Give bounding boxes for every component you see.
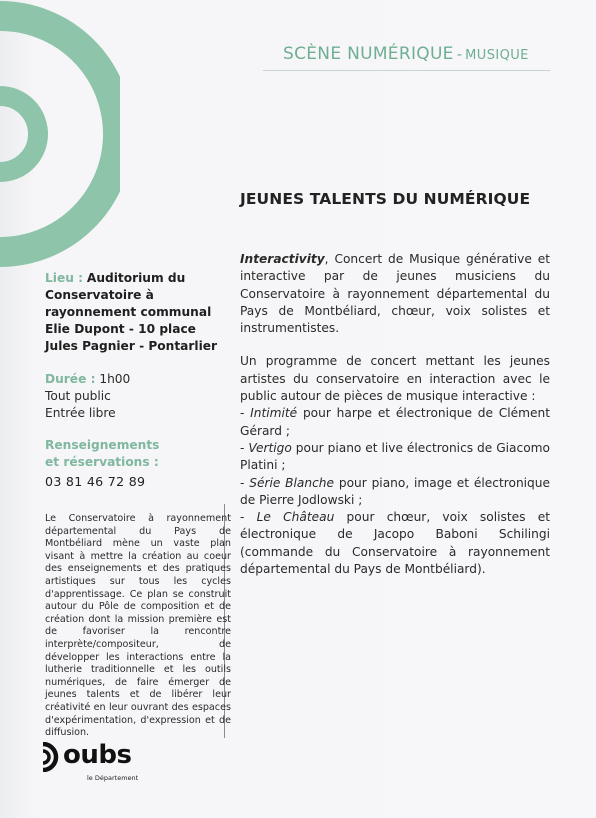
intro-paragraph <box>240 251 550 337</box>
booking-info <box>45 437 220 490</box>
phone-number: 03 81 46 72 89 <box>45 474 146 489</box>
duration-info <box>45 371 220 422</box>
work-details: pour harpe et électronique de Clément Gérard ; <box>240 406 550 438</box>
doubs-logo <box>41 740 139 782</box>
work-details: pour piano et live électronics de Giacomo Platini ; <box>240 440 550 473</box>
work-title: Le Château <box>256 510 335 525</box>
audience-text: Tout public <box>45 389 111 403</box>
header-sub: MUSIQUE <box>465 48 529 63</box>
header-main: SCÈNE NUMÉRIQUE <box>283 44 454 64</box>
logo-word: oubs <box>63 740 132 770</box>
header-divider <box>263 70 550 71</box>
work-title: Intimité <box>250 406 298 421</box>
duration-label: Durée : <box>45 372 96 386</box>
main-text <box>240 251 550 578</box>
logo-tagline: le Département <box>87 774 139 782</box>
program-item <box>240 405 550 440</box>
booking-label-line2: et réservations : <box>45 455 159 469</box>
work-details: pour piano, image et électronique de Pierre Jodlowski ; <box>240 475 551 507</box>
work-title: Série Blanche <box>249 475 335 490</box>
intro-text: , Concert de Musique générative et interactive par de jeunes musiciens du Conservatoire à rayonnement départemental du Pays de Montbéliard, chœur, voix solistes et instrumentistes. <box>240 252 550 336</box>
venue-value: Auditorium du Conservatoire à rayonnement communal Elie Dupont - 10 place Jules Pagnier - Pontarlier <box>45 271 218 353</box>
work-title: Vertigo <box>248 440 292 455</box>
duration-value: 1h00 <box>99 372 131 386</box>
program-item <box>240 509 550 578</box>
section-header <box>283 44 529 64</box>
program-item <box>240 440 550 475</box>
venue-info <box>45 270 220 355</box>
page-title: JEUNES TALENTS DU NUMÉRIQUE <box>240 190 531 208</box>
item-prefix: - <box>240 475 250 490</box>
booking-label-line1: Renseignements <box>45 438 160 452</box>
decorative-arc-graphic <box>0 0 120 270</box>
intro-lead: Interactivity <box>240 252 325 266</box>
conservatoire-description: Le Conservatoire à rayonnement départemental du Pays de Montbéliard mène un vaste plan visant à mettre la création au coeur des enseignements et des pratiques artistiques sur tous les cycles d'apprentissage. Ce plan se construit autour du Pôle de composition et de création dont la mission première est de favoriser la rencontre interprète/compositeur, de développer les interactions entre la lutherie traditionnelle et les outils numériques, de faire émerger de jeunes talents et de libérer leur créativité en leur ouvrant des espaces d'expérimentation, d'expression et de diffusion. <box>45 513 231 739</box>
program-intro: Un programme de concert mettant les jeunes artistes du conservatoire en interaction avec le public autour de pièces de musique interactive : <box>240 354 550 404</box>
item-prefix: - <box>240 440 249 455</box>
program-item <box>240 475 550 510</box>
header-separator: - <box>456 45 463 63</box>
work-details: pour chœur, voix solistes et électronique de Jacopo Baboni Schilingi (commande du Conservatoire à rayonnement départemental du Pays de Montbéliard). <box>240 510 550 577</box>
venue-label: Lieu : <box>45 271 84 285</box>
admission-text: Entrée libre <box>45 406 116 420</box>
item-prefix: - <box>240 406 251 421</box>
item-prefix: - <box>240 510 257 525</box>
